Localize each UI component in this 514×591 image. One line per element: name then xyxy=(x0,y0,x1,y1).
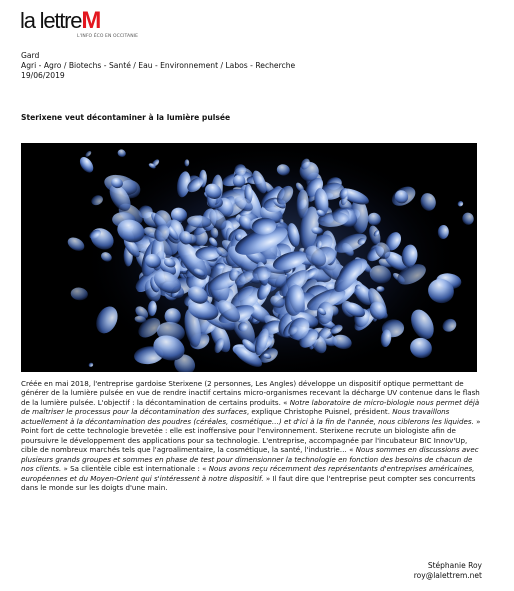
article-text-3: » Point fort de cette technologie brevetée : elle est inoffensive pour l'environnement. Sterixene recrute un biologiste afin de poursuivre le développement des applications pour sa technologie. L'entreprise, accompagnée par l'incubateur BIC Innov'Up, cible de nombreux marchés tels que l'agroalimentaire, la cosmétique, la santé, l'industrie… « xyxy=(21,416,481,455)
article-quote-3: Nous sommes en discussions avec plusieurs grands groupes et sommes en phase de test pour dimensionner la technologie en fonction des besoins de chacun de nos clients. xyxy=(21,445,479,474)
article-signature xyxy=(414,561,482,581)
article-quote-2: Nous travaillons actuellement à la décontamination des poudres (céréales, cosmétique…) et d'ici à la fin de l'année, nous ciblerons les liquides. xyxy=(21,407,474,426)
article-text-4: » Sa clientèle cible est internationale : « xyxy=(61,464,209,474)
article-text-5: » Il faut dire que l'entreprise peut compter ses concurrents dans le monde sur les doigts d'une main. xyxy=(21,473,476,492)
logo-letter-m: M xyxy=(81,7,102,34)
logo-text: la lettre xyxy=(20,8,82,33)
article-headline: Sterixene veut décontaminer à la lumière pulsée xyxy=(21,113,231,122)
article-meta xyxy=(21,51,295,81)
article-text-2: , explique Christophe Puisnel, président. xyxy=(246,407,393,417)
article-categories: Agri - Agro / Biotechs - Santé / Eau - Environnement / Labos - Recherche xyxy=(21,61,296,70)
site-logo[interactable] xyxy=(20,7,140,39)
article-quote-4: Nous avons reçu récemment des représentants d'entreprises américaines, européennes et du Moyen-Orient qui s'intéressent à notre dispositif. xyxy=(21,464,475,483)
article-date: 19/06/2019 xyxy=(21,71,65,80)
article-quote-1: Notre laboratoire de micro-biologie nous permet déjà de maîtriser le processus pour la décontamination des surfaces xyxy=(21,397,480,417)
author-name: Stéphanie Roy xyxy=(427,561,482,570)
article-location: Gard xyxy=(21,51,40,60)
article-body xyxy=(21,379,484,492)
logo-tagline: L'INFO ÉCO EN OCCITANIE xyxy=(77,34,139,39)
author-email[interactable]: roy@lalettrem.net xyxy=(413,571,482,580)
micro-organisms-image xyxy=(21,143,477,372)
article-text-1: Créée en mai 2018, l'entreprise gardoise Sterixene (2 personnes, Les Angles) développe un dispositif optique permettant de générer de la lumière pulsée en vue de rendre inactif certains micro-organismes recevant la décharge UV contenue dans le flash de la lumière pulsée. L'objectif : la décontamination de certains produits. « xyxy=(21,379,480,407)
logo-wordmark xyxy=(20,8,101,34)
article-image xyxy=(21,143,477,372)
